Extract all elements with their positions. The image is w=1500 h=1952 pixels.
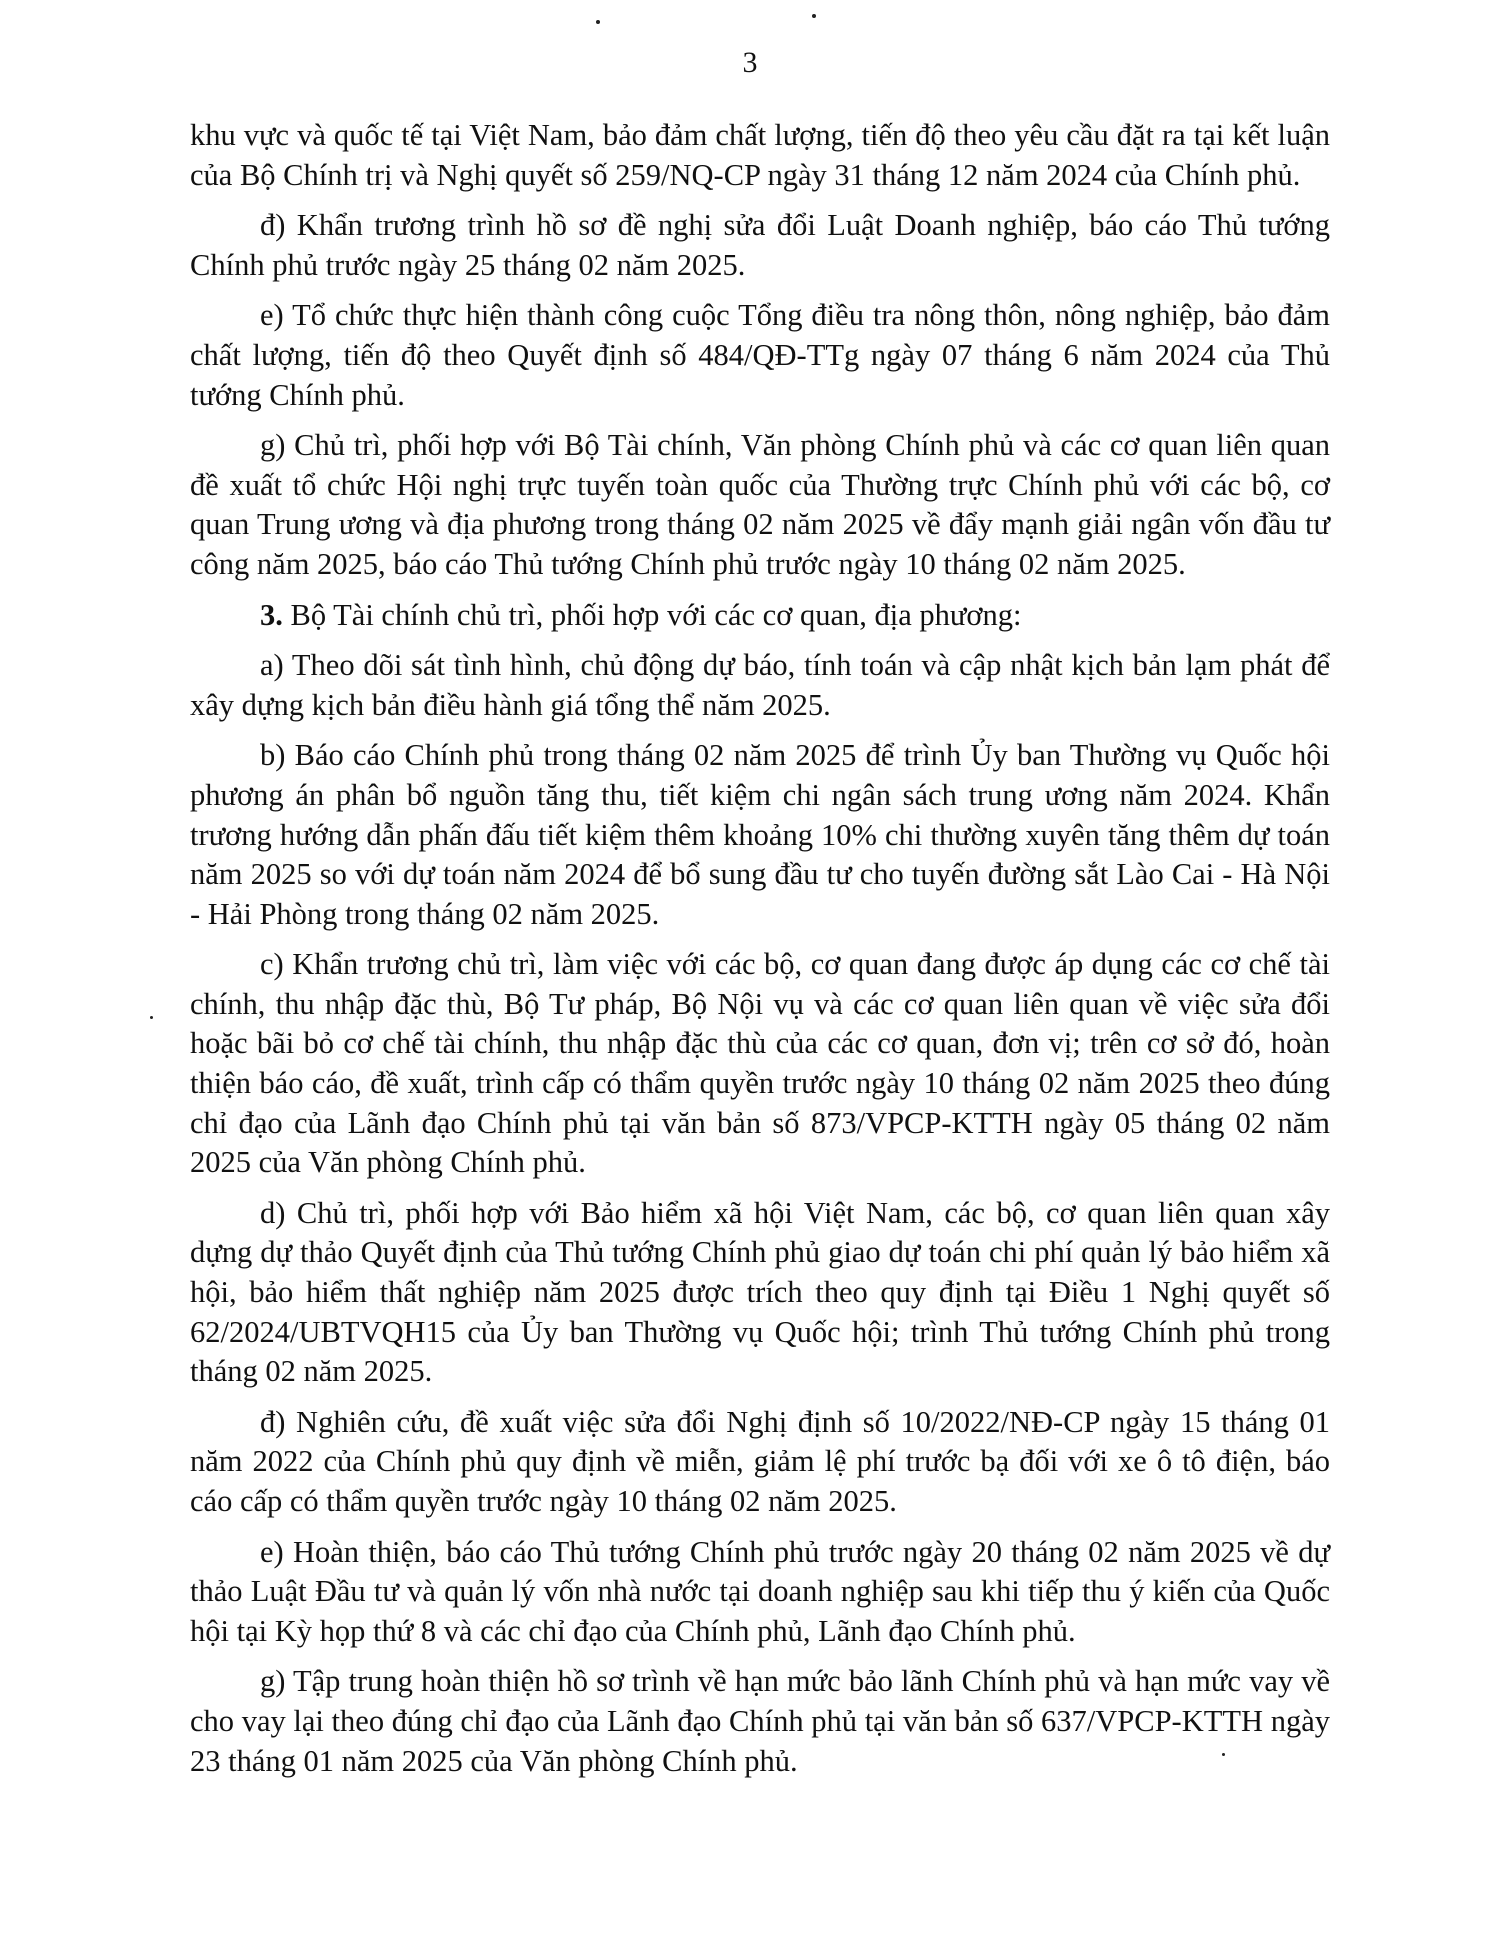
scan-speck (596, 20, 600, 24)
section-heading-3 (190, 596, 1330, 636)
paragraph-item-e-2: e) Hoàn thiện, báo cáo Thủ tướng Chính phủ trước ngày 20 tháng 02 năm 2025 về dự thảo Luật Đầu tư và quản lý vốn nhà nước tại doanh nghiệp sau khi tiếp thu ý kiến của Quốc hội tại Kỳ họp thứ 8 và các chỉ đạo của Chính phủ, Lãnh đạo Chính phủ. (190, 1534, 1330, 1648)
paragraph-item-g-2: g) Tập trung hoàn thiện hồ sơ trình về hạn mức bảo lãnh Chính phủ và hạn mức vay về cho vay lại theo đúng chỉ đạo của Lãnh đạo Chính phủ tại văn bản số 637/VPCP-KTTH ngày 23 tháng 01 năm 2025 của Văn phòng Chính phủ. (190, 1664, 1330, 1778)
paragraph-item-b: b) Báo cáo Chính phủ trong tháng 02 năm 2025 để trình Ủy ban Thường vụ Quốc hội phương án phân bổ nguồn tăng thu, tiết kiệm chi ngân sách trung ương năm 2024. Khẩn trương hướng dẫn phấn đấu tiết kiệm thêm khoảng 10% chi thường xuyên tăng thêm dự toán năm 2025 so với dự toán năm 2024 để bổ sung đầu tư cho tuyến đường sắt Lào Cai - Hà Nội - Hải Phòng trong tháng 02 năm 2025. (190, 738, 1330, 931)
paragraph-item-e: e) Tổ chức thực hiện thành công cuộc Tổng điều tra nông thôn, nông nghiệp, bảo đảm chất lượng, tiến độ theo Quyết định số 484/QĐ-TTg ngày 07 tháng 6 năm 2024 của Thủ tướng Chính phủ. (190, 298, 1330, 412)
scan-speck (150, 1016, 153, 1019)
paragraph-continuation: khu vực và quốc tế tại Việt Nam, bảo đảm chất lượng, tiến độ theo yêu cầu đặt ra tại kết luận của Bộ Chính trị và Nghị quyết số 259/NQ-CP ngày 31 tháng 12 năm 2024 của Chính phủ. (190, 118, 1330, 192)
page-number: 3 (742, 46, 758, 79)
scan-speck (812, 14, 816, 18)
paragraph-item-g: g) Chủ trì, phối hợp với Bộ Tài chính, Văn phòng Chính phủ và các cơ quan liên quan đề xuất tổ chức Hội nghị trực tuyến toàn quốc của Thường trực Chính phủ với các bộ, cơ quan Trung ương và địa phương trong tháng 02 năm 2025 về đẩy mạnh giải ngân vốn đầu tư công năm 2025, báo cáo Thủ tướng Chính phủ trước ngày 10 tháng 02 năm 2025. (190, 428, 1330, 581)
paragraph-item-d: d) Chủ trì, phối hợp với Bảo hiểm xã hội Việt Nam, các bộ, cơ quan liên quan xây dựng dự thảo Quyết định của Thủ tướng Chính phủ giao dự toán chi phí quản lý bảo hiểm xã hội, bảo hiểm thất nghiệp năm 2025 được trích theo quy định tại Điều 1 Nghị quyết số 62/2024/UBTVQH15 của Ủy ban Thường vụ Quốc hội; trình Thủ tướng Chính phủ trong tháng 02 năm 2025. (190, 1195, 1330, 1389)
section-heading-text: Bộ Tài chính chủ trì, phối hợp với các cơ quan, địa phương: (290, 597, 1022, 632)
paragraph-item-c: c) Khẩn trương chủ trì, làm việc với các bộ, cơ quan đang được áp dụng các cơ chế tài chính, thu nhập đặc thù, Bộ Tư pháp, Bộ Nội vụ và các cơ quan liên quan về việc sửa đổi hoặc bãi bỏ cơ chế tài chính, thu nhập đặc thù của các cơ quan, đơn vị; trên cơ sở đó, hoàn thiện báo cáo, đề xuất, trình cấp có thẩm quyền trước ngày 10 tháng 02 năm 2025 theo đúng chỉ đạo của Lãnh đạo Chính phủ tại văn bản số 873/VPCP-KTTH ngày 05 tháng 02 năm 2025 của Văn phòng Chính phủ. (190, 947, 1330, 1180)
paragraph-item-a: a) Theo dõi sát tình hình, chủ động dự báo, tính toán và cập nhật kịch bản lạm phát để xây dựng kịch bản điều hành giá tổng thể năm 2025. (190, 648, 1330, 722)
section-number: 3. (260, 597, 283, 632)
paragraph-item-dd-2: đ) Nghiên cứu, đề xuất việc sửa đổi Nghị định số 10/2022/NĐ-CP ngày 15 tháng 01 năm 2022 của Chính phủ quy định về miễn, giảm lệ phí trước bạ đối với xe ô tô điện, báo cáo cấp có thẩm quyền trước ngày 10 tháng 02 năm 2025. (190, 1404, 1330, 1518)
paragraph-item-dd: đ) Khẩn trương trình hồ sơ đề nghị sửa đổi Luật Doanh nghiệp, báo cáo Thủ tướng Chính phủ trước ngày 25 tháng 02 năm 2025. (190, 208, 1330, 282)
document-body (190, 116, 1330, 1792)
